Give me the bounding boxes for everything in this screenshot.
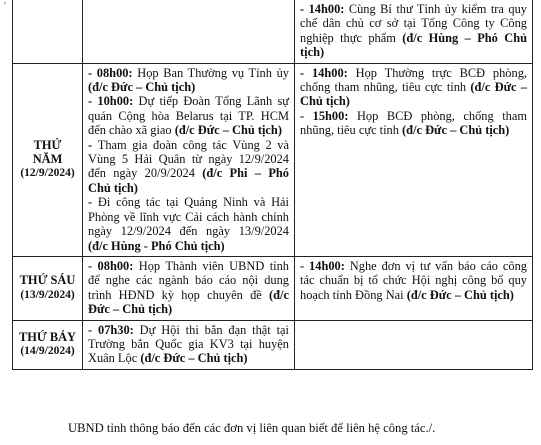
item-person: (đ/c Hùng - Phó Chủ tịch) (88, 238, 225, 253)
day-cell (13, 63, 83, 256)
item-person: (đ/c Đức – Chủ tịch) (402, 123, 510, 138)
day-name: THỨ NĂM (32, 137, 63, 167)
schedule-row (13, 320, 533, 369)
day-cell (13, 256, 83, 320)
schedule-item (88, 138, 289, 196)
morning-cell (83, 0, 295, 63)
day-date: (13/9/2024) (20, 288, 75, 301)
day-name: THỨ SÁU (19, 273, 76, 288)
item-text: Nghe đơn vị tư vấn báo cáo công tác chuẩn bị tổ chức Hội nghị công bố quy hoạch tỉnh Đồng Nai (300, 258, 528, 302)
afternoon-cell (295, 0, 533, 63)
item-person: (đ/c Đức – Chủ tịch) (300, 80, 527, 109)
item-person: (đ/c Đức – Chủ tịch) (88, 287, 289, 317)
item-time: - (88, 137, 98, 152)
item-text: Cùng Bí thư Tỉnh ủy kiểm tra quy chế dân chủ cơ sở tại Tổng Công ty Công nghiệp thực phẩm (300, 2, 527, 45)
afternoon-cell (295, 320, 533, 369)
item-person: (đ/c Phi – Phó Chủ tịch) (88, 166, 289, 195)
morning-cell (83, 63, 295, 256)
morning-cell (83, 256, 295, 320)
item-text: Dự Hội thi bắn đạn thật tại Trường bắn Quốc gia KV3 tại huyện Xuân Lộc (88, 322, 289, 366)
corner-mark: ' (4, 1, 6, 12)
item-text: Đi công tác tại Quảng Ninh và Hải Phòng về lĩnh vực Cải cách hành chính ngày 12/9/2024 đến ngày 13/9/2024 (88, 195, 289, 239)
item-time: - 08h00: (88, 258, 134, 273)
item-text: Dự tiếp Đoàn Tổng Lãnh sự quán Cộng hòa Belarus tại TP. HCM đến chào xã giao (88, 94, 289, 138)
item-time: - 14h00: (300, 258, 345, 273)
schedule-item (300, 109, 527, 138)
schedule-item (300, 66, 527, 109)
schedule-item (88, 259, 289, 317)
item-text: Họp Thành viên UBND tỉnh để nghe các ngành báo cáo nội dung trình HĐND kỳ họp chuyên đề (88, 258, 289, 302)
afternoon-cell (295, 256, 533, 320)
item-person: (đ/c Hùng – Phó Chủ tịch) (300, 30, 527, 60)
item-text: Họp Thường trực BCĐ phòng, chống tham nhũng, tiêu cực tỉnh (300, 65, 527, 95)
schedule-item (88, 94, 289, 137)
schedule-row (13, 256, 533, 320)
item-time: - 10h00: (88, 94, 134, 109)
item-person: (đ/c Đức – Chủ tịch) (174, 123, 282, 138)
schedule-row (13, 63, 533, 256)
item-text: Họp BCĐ phòng, chống tham nhũng, tiêu cực tỉnh (300, 108, 527, 138)
item-time: - 07h30: (88, 322, 134, 337)
day-name: THỨ BẢY (18, 329, 77, 344)
day-cell (13, 0, 83, 63)
item-person: (đ/c Đức – Chủ tịch) (140, 351, 248, 366)
item-time: - 15h00: (300, 108, 349, 123)
schedule-item (88, 66, 289, 95)
item-time: - 14h00: (300, 65, 348, 80)
item-time: - 08h00: (88, 65, 133, 80)
footer-note: UBND tỉnh thông báo đến các đơn vị liên quan biết để liên hệ công tác./. (68, 421, 436, 435)
schedule-item (300, 259, 527, 302)
item-person: (đ/c Đức – Chủ tịch) (406, 287, 514, 302)
item-time: - (88, 195, 98, 210)
item-person: (đ/c Đức – Chủ tịch) (88, 80, 196, 95)
item-text: Tham gia đoàn công tác Vùng 2 và Vùng 5 Hải Quân từ ngày 12/9/2024 đến ngày 20/9/2024 (88, 137, 289, 181)
schedule-row (13, 0, 533, 63)
day-date: (14/9/2024) (20, 345, 75, 358)
schedule-item (300, 2, 527, 60)
item-text: Họp Ban Thường vụ Tỉnh ủy (132, 65, 289, 80)
schedule-item (88, 323, 289, 366)
schedule-item (88, 195, 289, 253)
item-time: - 14h00: (300, 2, 345, 16)
day-cell (13, 320, 83, 369)
morning-cell (83, 320, 295, 369)
schedule-table (12, 0, 533, 370)
day-date: (12/9/2024) (20, 167, 75, 180)
afternoon-cell (295, 63, 533, 256)
